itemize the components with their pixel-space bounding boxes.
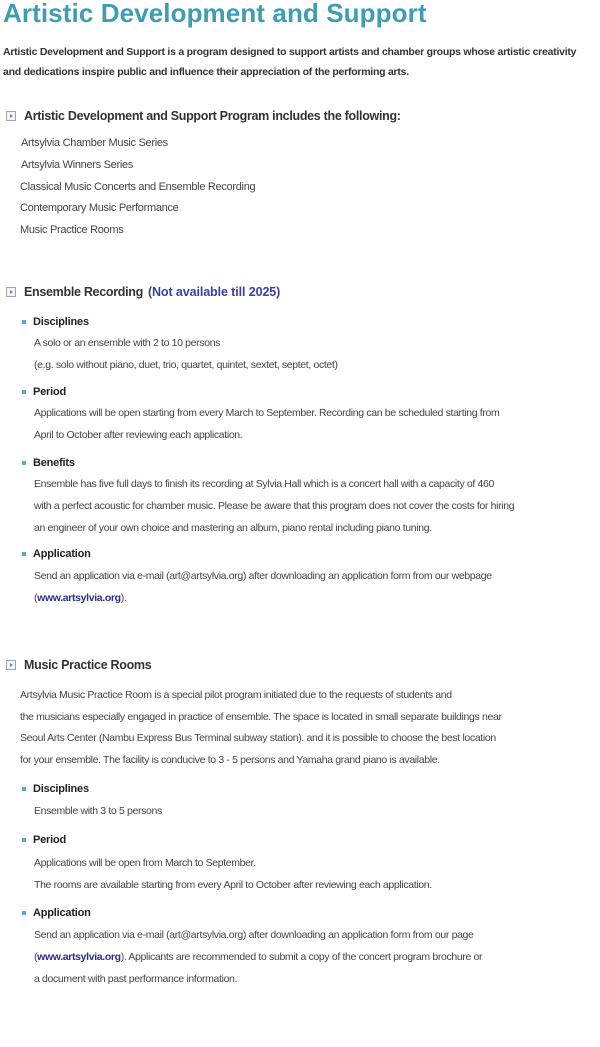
bullet-label: Period [33,386,67,398]
program-item: Classical Music Concerts and Ensemble Recording [20,181,256,193]
body-line: (e.g. solo without piano, duet, trio, quartet, quintet, sextet, septet, octet) [34,359,338,371]
bullet-label: Application [33,548,91,560]
body-line: Applications will be open from March to September. [34,857,256,869]
practice-intro-line: Artsylvia Music Practice Room is a special pilot program initiated due to the requests of students and [20,689,452,701]
ensemble-disciplines-head [22,316,89,328]
body-line: an engineer of your own choice and mastering an album, piano rental including piano tuning. [34,522,432,534]
bullet-icon [22,390,26,394]
website-link[interactable]: www.artsylvia.org [37,951,121,963]
bullet-label: Period [33,834,67,846]
bullet-label: Disciplines [33,316,89,328]
body-line: with a perfect acoustic for chamber music. Please be aware that this program does not cover the costs for hiring [34,500,515,512]
bullet-label: Application [33,907,91,919]
body-line: The rooms are available starting from every April to October after reviewing each application. [34,879,432,891]
body-line: Send an application via e-mail (art@artsylvia.org) after downloading an application form from our page [34,929,474,941]
program-item: Contemporary Music Performance [20,202,179,214]
practice-intro-line: the musicians especially engaged in practice of ensemble. The space is located in small separate buildings near [20,711,502,723]
body-line: A solo or an ensemble with 2 to 10 persons [34,337,221,349]
paren-open: ( [34,592,38,604]
availability-note: (Not available till 2025) [147,285,281,299]
intro-paragraph: Artistic Development and Support is a program designed to support artists and chamber groups whose artistic creativity and dedications inspire public and influence their appreciation of the performing arts. [3,46,577,78]
practice-intro-line: Seoul Arts Center (Nambu Express Bus Terminal subway station). and it is possible to choose the best location [20,732,496,744]
arrow-square-icon [6,111,16,121]
bullet-icon [22,911,26,915]
practice-heading-row [6,658,151,672]
body-line: Ensemble with 3 to 5 persons [34,805,162,817]
practice-disciplines-head [22,783,89,795]
bullet-icon [22,787,26,791]
program-item: Artsylvia Winners Series [21,159,133,171]
program-item: Music Practice Rooms [20,224,124,236]
arrow-square-icon [6,660,16,670]
program-item: Artsylvia Chamber Music Series [21,137,168,149]
bullet-icon [22,552,26,556]
page-title: Artistic Development and Support [3,0,427,28]
bullet-label: Benefits [33,457,75,469]
bullet-icon [22,838,26,842]
practice-period-head [22,834,66,846]
ensemble-heading: Ensemble Recording [24,285,143,299]
ensemble-heading-row [6,285,280,299]
ensemble-benefits-head [22,457,75,469]
bullet-label: Disciplines [33,783,89,795]
body-line: Send an application via e-mail (art@artsylvia.org) after downloading an application form from our webpage [34,570,492,582]
practice-application-head [22,907,91,919]
practice-intro-line: for your ensemble. The facility is conducive to 3 - 5 persons and Yamaha grand piano is available. [20,754,440,766]
ensemble-application-head [22,548,91,560]
practice-heading: Music Practice Rooms [24,658,152,672]
paren-open: ( [34,951,38,963]
bullet-icon [22,461,26,465]
body-line: April to October after reviewing each application. [34,429,243,441]
program-heading: Artistic Development and Support Program includes the following: [24,109,401,123]
arrow-square-icon [6,287,16,297]
bullet-icon [22,320,26,324]
ensemble-period-head [22,386,66,398]
paren-close: ). [120,592,127,604]
body-line: Applications will be open starting from every March to September. Recording can be scheduled starting from [34,407,500,419]
line-rest: ). Applicants are recommended to submit a copy of the concert program brochure or [120,951,483,963]
program-heading-row [6,109,401,123]
website-link[interactable]: www.artsylvia.org [37,592,121,604]
body-line [34,950,482,964]
body-line: Ensemble has five full days to finish its recording at Sylvia Hall which is a concert hall with a capacity of 460 [34,478,495,490]
body-line [34,591,126,605]
body-line: a document with past performance information. [34,973,238,985]
